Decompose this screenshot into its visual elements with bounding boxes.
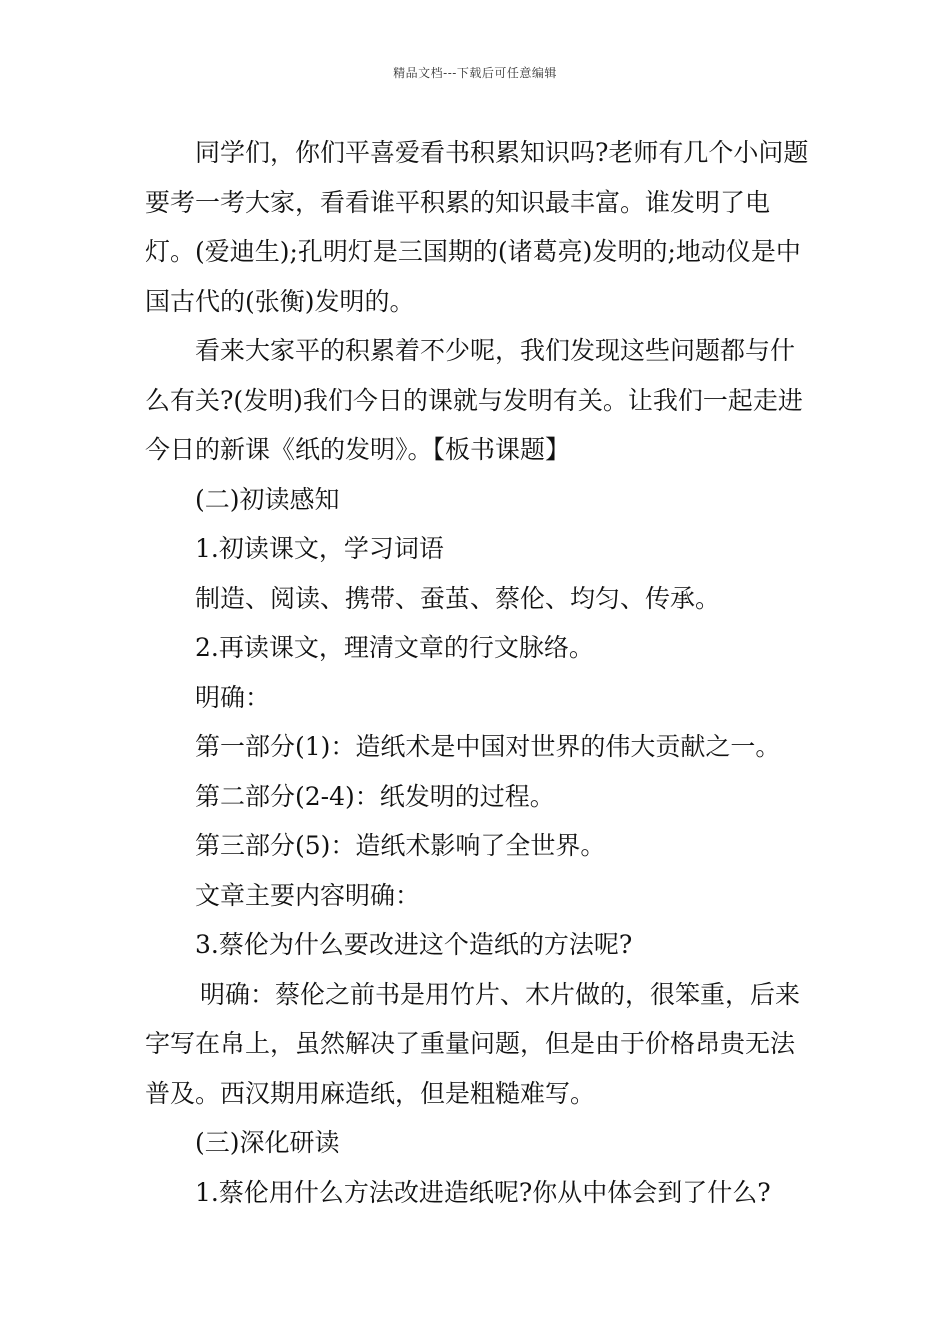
paragraph-lead-in: 看来大家平的积累着不少呢，我们发现这些问题都与什么有关?(发明)我们今日的课就与发明有关。让我们一起走进今日的新课《纸的发明》。【板书课题】 bbox=[145, 336, 803, 464]
section-heading-initial-reading: (二)初读感知 bbox=[195, 484, 340, 514]
vocabulary-line: 制造、阅读、携带、蚕茧、蔡伦、均匀、传承。 bbox=[195, 583, 721, 613]
page-header: 精品文档---下载后可任意编辑 bbox=[393, 66, 557, 80]
clarify-label: 明确： bbox=[195, 682, 271, 712]
main-content-label: 文章主要内容明确： bbox=[195, 880, 421, 910]
clarify-answer: 明确：蔡伦之前书是用竹片、木片做的，很笨重，后来字写在帛上，虽然解决了重量问题，但是由于价格昂贵无法普及。西汉期用麻造纸，但是粗糙难写。 bbox=[145, 979, 801, 1108]
paragraph-intro: 同学们，你们平喜爱看书积累知识吗?老师有几个小问题要考一考大家，看看谁平积累的知识最丰富。谁发明了电灯。(爱迪生);孔明灯是三国期的(诸葛亮)发明的;地动仪是中国古代的(张衡)发明的。 bbox=[145, 138, 809, 316]
deep-reading-item-1: 1.蔡伦用什么方法改进造纸呢?你从中体会到了什么? bbox=[195, 1177, 771, 1207]
part-three: 第三部分(5)：造纸术影响了全世界。 bbox=[195, 831, 606, 860]
document-body bbox=[145, 128, 810, 1217]
list-item-2: 2.再读课文，理清文章的行文脉络。 bbox=[195, 633, 594, 662]
part-two: 第二部分(2-4)：纸发明的过程。 bbox=[195, 781, 555, 811]
part-one: 第一部分(1)：造纸术是中国对世界的伟大贡献之一。 bbox=[195, 732, 781, 761]
list-item-3: 3.蔡伦为什么要改进这个造纸的方法呢? bbox=[195, 930, 633, 959]
section-heading-deep-reading: (三)深化研读 bbox=[195, 1128, 340, 1157]
list-item-1: 1.初读课文，学习词语 bbox=[195, 534, 444, 563]
